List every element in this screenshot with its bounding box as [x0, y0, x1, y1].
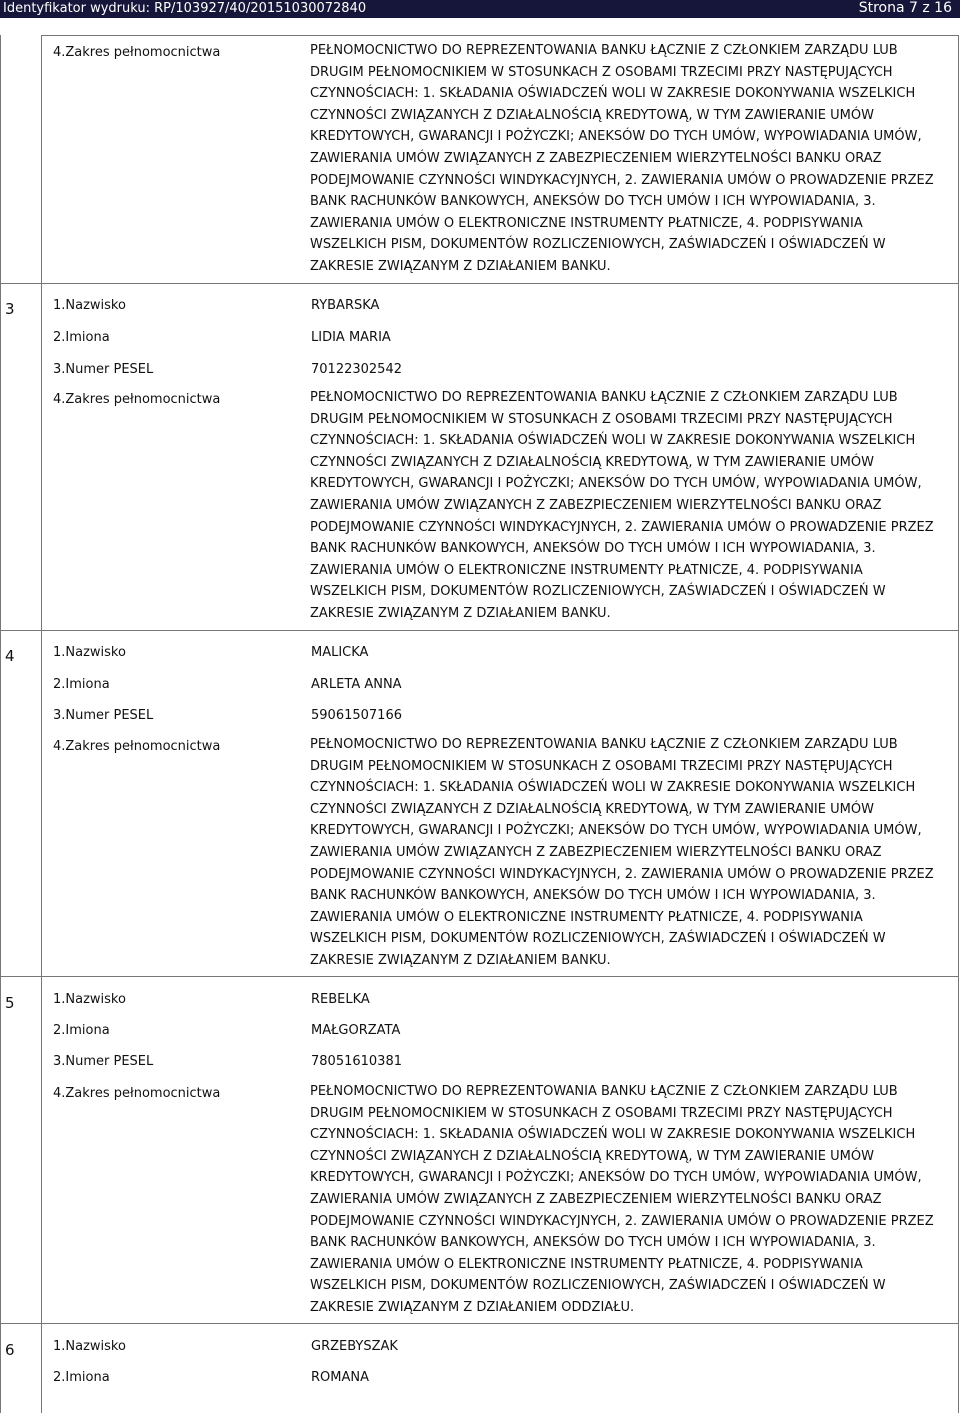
top-border: [41, 35, 959, 36]
row-divider-6: [0, 1323, 959, 1324]
row-divider-4: [0, 630, 959, 631]
row-divider-3: [0, 283, 959, 284]
pesel-label: 3.Numer PESEL: [53, 362, 154, 377]
person-number: 6: [5, 1341, 15, 1359]
names-value: MAŁGORZATA: [311, 1023, 401, 1038]
surname-value: REBELKA: [311, 992, 370, 1007]
names-label: 2.Imiona: [53, 677, 110, 692]
print-identifier: Identyfikator wydruku: RP/103927/40/20151030072840: [3, 1, 367, 16]
left-border: [0, 35, 1, 1413]
surname-value: RYBARSKA: [311, 298, 380, 313]
surname-label: 1.Nazwisko: [53, 298, 126, 313]
row-divider-5: [0, 976, 959, 977]
scope-label: 4.Zakres pełnomocnictwa: [53, 45, 221, 60]
names-label: 2.Imiona: [53, 1370, 110, 1385]
scope-label: 4.Zakres pełnomocnictwa: [53, 392, 221, 407]
pesel-value: 78051610381: [311, 1054, 402, 1069]
surname-value: GRZEBYSZAK: [311, 1339, 398, 1354]
number-column-divider: [41, 35, 42, 1413]
surname-label: 1.Nazwisko: [53, 645, 126, 660]
scope-text: PEŁNOMOCNICTWO DO REPREZENTOWANIA BANKU ŁĄCZNIE Z CZŁONKIEM ZARZĄDU LUB DRUGIM PEŁNOMOCNIKIEM W STOSUNKACH Z OSOBAMI TRZECIMI PRZY NASTĘPUJĄCYCH CZYNNOŚCIACH: 1. SKŁADANIA OŚWIADCZEŃ WOLI W ZAKRESIE DOKONYWANIA WSZELKICH CZYNNOŚCI ZWIĄZANYCH Z DZIAŁALNOŚCIĄ KREDYTOWĄ, W TYM ZAWIERANIE UMÓW KREDYTOWYCH, GWARANCJI I POŻYCZKI; ANEKSÓW DO TYCH UMÓW, WYPOWIADANIA UMÓW, ZAWIERANIA UMÓW ZWIĄZANYCH Z ZABEZPIECZENIEM WIERZYTELNOŚCI BANKU ORAZ PODEJMOWANIE CZYNNOŚCI WINDYKACYJNYCH, 2. ZAWIERANIA UMÓW O PROWADZENIE PRZEZ BANK RACHUNKÓW BANKOWYCH, ANEKSÓW DO TYCH UMÓW I ICH WYPOWIADANIA, 3. ZAWIERANIA UMÓW O ELEKTRONICZNE INSTRUMENTY PŁATNICZE, 4. PODPISYWANIA WSZELKICH PISM, DOKUMENTÓW ROZLICZENIOWYCH, ZAŚWIADCZEŃ I OŚWIADCZEŃ W ZAKRESIE ZWIĄZANYM Z DZIAŁANIEM BANKU.: [310, 43, 934, 274]
person-number: 5: [5, 994, 15, 1012]
surname-label: 1.Nazwisko: [53, 1339, 126, 1354]
names-label: 2.Imiona: [53, 330, 110, 345]
names-value: LIDIA MARIA: [311, 330, 391, 345]
person-number: 3: [5, 300, 15, 318]
scope-text: PEŁNOMOCNICTWO DO REPREZENTOWANIA BANKU ŁĄCZNIE Z CZŁONKIEM ZARZĄDU LUB DRUGIM PEŁNOMOCNIKIEM W STOSUNKACH Z OSOBAMI TRZECIMI PRZY NASTĘPUJĄCYCH CZYNNOŚCIACH: 1. SKŁADANIA OŚWIADCZEŃ WOLI W ZAKRESIE DOKONYWANIA WSZELKICH CZYNNOŚCI ZWIĄZANYCH Z DZIAŁALNOŚCIĄ KREDYTOWĄ, W TYM ZAWIERANIE UMÓW KREDYTOWYCH, GWARANCJI I POŻYCZKI; ANEKSÓW DO TYCH UMÓW, WYPOWIADANIA UMÓW, ZAWIERANIA UMÓW ZWIĄZANYCH Z ZABEZPIECZENIEM WIERZYTELNOŚCI BANKU ORAZ PODEJMOWANIE CZYNNOŚCI WINDYKACYJNYCH, 2. ZAWIERANIA UMÓW O PROWADZENIE PRZEZ BANK RACHUNKÓW BANKOWYCH, ANEKSÓW DO TYCH UMÓW I ICH WYPOWIADANIA, 3. ZAWIERANIA UMÓW O ELEKTRONICZNE INSTRUMENTY PŁATNICZE, 4. PODPISYWANIA WSZELKICH PISM, DOKUMENTÓW ROZLICZENIOWYCH, ZAŚWIADCZEŃ I OŚWIADCZEŃ W ZAKRESIE ZWIĄZANYM Z DZIAŁANIEM BANKU.: [310, 737, 934, 968]
scope-text: PEŁNOMOCNICTWO DO REPREZENTOWANIA BANKU ŁĄCZNIE Z CZŁONKIEM ZARZĄDU LUB DRUGIM PEŁNOMOCNIKIEM W STOSUNKACH Z OSOBAMI TRZECIMI PRZY NASTĘPUJĄCYCH CZYNNOŚCIACH: 1. SKŁADANIA OŚWIADCZEŃ WOLI W ZAKRESIE DOKONYWANIA WSZELKICH CZYNNOŚCI ZWIĄZANYCH Z DZIAŁALNOŚCIĄ KREDYTOWĄ, W TYM ZAWIERANIE UMÓW KREDYTOWYCH, GWARANCJI I POŻYCZKI; ANEKSÓW DO TYCH UMÓW, WYPOWIADANIA UMÓW, ZAWIERANIA UMÓW ZWIĄZANYCH Z ZABEZPIECZENIEM WIERZYTELNOŚCI BANKU ORAZ PODEJMOWANIE CZYNNOŚCI WINDYKACYJNYCH, 2. ZAWIERANIA UMÓW O PROWADZENIE PRZEZ BANK RACHUNKÓW BANKOWYCH, ANEKSÓW DO TYCH UMÓW I ICH WYPOWIADANIA, 3. ZAWIERANIA UMÓW O ELEKTRONICZNE INSTRUMENTY PŁATNICZE, 4. PODPISYWANIA WSZELKICH PISM, DOKUMENTÓW ROZLICZENIOWYCH, ZAŚWIADCZEŃ I OŚWIADCZEŃ W ZAKRESIE ZWIĄZANYM Z DZIAŁANIEM BANKU.: [310, 390, 934, 621]
names-value: ARLETA ANNA: [311, 677, 402, 692]
names-label: 2.Imiona: [53, 1023, 110, 1038]
surname-value: MALICKA: [311, 645, 369, 660]
pesel-label: 3.Numer PESEL: [53, 1054, 154, 1069]
surname-label: 1.Nazwisko: [53, 992, 126, 1007]
pesel-value: 70122302542: [311, 362, 402, 377]
names-value: ROMANA: [311, 1370, 369, 1385]
scope-label: 4.Zakres pełnomocnictwa: [53, 739, 221, 754]
pesel-label: 3.Numer PESEL: [53, 708, 154, 723]
scope-text: PEŁNOMOCNICTWO DO REPREZENTOWANIA BANKU ŁĄCZNIE Z CZŁONKIEM ZARZĄDU LUB DRUGIM PEŁNOMOCNIKIEM W STOSUNKACH Z OSOBAMI TRZECIMI PRZY NASTĘPUJĄCYCH CZYNNOŚCIACH: 1. SKŁADANIA OŚWIADCZEŃ WOLI W ZAKRESIE DOKONYWANIA WSZELKICH CZYNNOŚCI ZWIĄZANYCH Z DZIAŁALNOŚCIĄ KREDYTOWĄ, W TYM ZAWIERANIE UMÓW KREDYTOWYCH, GWARANCJI I POŻYCZKI; ANEKSÓW DO TYCH UMÓW, WYPOWIADANIA UMÓW, ZAWIERANIA UMÓW ZWIĄZANYCH Z ZABEZPIECZENIEM WIERZYTELNOŚCI BANKU ORAZ PODEJMOWANIE CZYNNOŚCI WINDYKACYJNYCH, 2. ZAWIERANIA UMÓW O PROWADZENIE PRZEZ BANK RACHUNKÓW BANKOWYCH, ANEKSÓW DO TYCH UMÓW I ICH WYPOWIADANIA, 3. ZAWIERANIA UMÓW O ELEKTRONICZNE INSTRUMENTY PŁATNICZE, 4. PODPISYWANIA WSZELKICH PISM, DOKUMENTÓW ROZLICZENIOWYCH, ZAŚWIADCZEŃ I OŚWIADCZEŃ W ZAKRESIE ZWIĄZANYM Z DZIAŁANIEM ODDZIAŁU.: [310, 1084, 934, 1315]
print-header-bar: [0, 0, 960, 18]
scope-label: 4.Zakres pełnomocnictwa: [53, 1086, 221, 1101]
person-number: 4: [5, 647, 15, 665]
page-number: Strona 7 z 16: [858, 0, 952, 16]
pesel-value: 59061507166: [311, 708, 402, 723]
